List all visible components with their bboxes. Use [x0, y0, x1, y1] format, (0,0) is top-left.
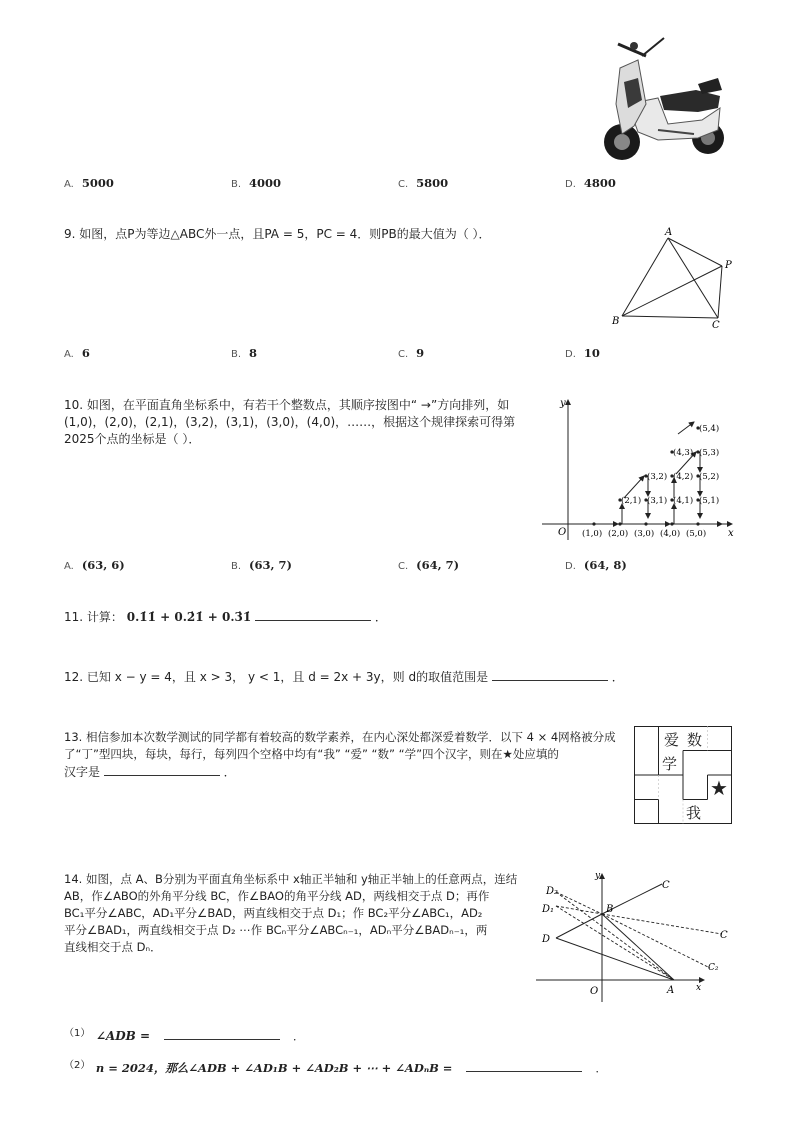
sub1-number: （1） [64, 1028, 91, 1039]
q14-sub2-blank[interactable] [466, 1059, 582, 1072]
line-ad [556, 938, 674, 980]
q14-line3: BC₁平分∠ABC，AD₁平分∠BAD，两直线相交于点 D₁；作 BC₂平分∠ABC₁，AD₂ [64, 906, 483, 920]
label-y: y [595, 871, 601, 881]
option-letter: A. [64, 179, 74, 190]
q8-option-a[interactable] [64, 176, 114, 190]
q12-answer-blank[interactable] [492, 668, 608, 681]
q11-answer-blank[interactable] [255, 608, 371, 621]
star-icon: ★ [710, 776, 728, 800]
label-a: A [667, 985, 675, 996]
q9-triangle-figure [606, 222, 746, 334]
cell-wo: 我 [686, 804, 702, 822]
lattice-point-label: (3,2) [647, 472, 668, 482]
edge-bc [622, 316, 718, 318]
label-c2: C₂ [708, 963, 719, 973]
label-c: C [662, 880, 670, 891]
q13-grid-figure [634, 726, 732, 824]
q10-option-b[interactable] [231, 558, 292, 572]
sub2-number: （2） [64, 1060, 91, 1071]
lattice-point-label: (4,0) [660, 529, 681, 539]
q14-bisector-figure [534, 866, 734, 1006]
q9-option-b[interactable] [231, 346, 257, 360]
option-value: 8 [249, 346, 258, 360]
q11-expression: 0.1̇1̇ + 0.2̇1̇ + 0.3̇1̇ [126, 610, 252, 624]
q12-suffix: ． [611, 670, 624, 684]
edge-ac [668, 238, 718, 318]
q14-sub1 [64, 1024, 304, 1044]
option-value: 4000 [249, 176, 282, 190]
q10-line1: 10. 如图，在平面直角坐标系中，有若干个整数点，其顺序按图中“ →”方向排列，如 [64, 398, 510, 412]
q8-option-d[interactable] [565, 176, 616, 190]
lattice-point [696, 522, 699, 525]
option-value: 5000 [81, 176, 114, 190]
q11-suffix: ． [374, 610, 387, 624]
q13-line1: 13. 相信参加本次数学测试的同学都有着较高的数学素养，在内心深处都深爱着数学．以下 4 × 4网格被分成 [64, 730, 616, 744]
label-c1: C [720, 930, 728, 941]
sub1-expression: ∠ADB = [95, 1029, 151, 1043]
q8-option-b[interactable] [231, 176, 281, 190]
q11 [64, 608, 387, 626]
lattice-point-label: (4,3) [673, 448, 694, 458]
option-letter: B. [231, 179, 242, 190]
q10-line2: (1,0)，(2,0)，(2,1)，(3,2)，(3,1)，(3,0)，(4,0)，……，根据这个规律探索可得第 [64, 415, 516, 429]
cell-shu: 数 [687, 731, 703, 749]
option-letter: D. [565, 179, 576, 190]
edge-pa [668, 238, 722, 266]
option-value: 9 [416, 346, 425, 360]
label-c: C [712, 320, 720, 331]
q10-line3: 2025个点的坐标是（ ）． [64, 432, 201, 446]
line-ad1 [556, 906, 674, 980]
lattice-point-label: (3,1) [647, 496, 668, 506]
q10-option-a[interactable] [64, 558, 125, 572]
option-letter: D. [565, 561, 576, 572]
q12 [64, 668, 624, 686]
lattice-point-label: (5,2) [699, 472, 720, 482]
label-o: O [590, 986, 599, 997]
option-letter: D. [565, 349, 576, 360]
lattice-point-label: (5,1) [699, 496, 720, 506]
option-value: 4800 [583, 176, 616, 190]
label-d: D [542, 934, 551, 945]
q9-option-c[interactable] [398, 346, 424, 360]
label-d1: D₁ [542, 904, 555, 915]
lattice-point-label: (3,0) [634, 529, 655, 539]
sub1-suffix: ． [293, 1030, 305, 1043]
x-label: x [728, 528, 734, 539]
q9-option-d[interactable] [565, 346, 600, 360]
q11-prefix: 11. 计算： [64, 610, 123, 624]
q13-line3: 汉字是 [64, 765, 101, 779]
q10-option-c[interactable] [398, 558, 459, 572]
lattice-point-label: (5,4) [699, 424, 720, 434]
q12-text: 12. 已知 x − y = 4，且 x > 3， y < 1，且 d = 2x + 3y，则 d的取值范围是 [64, 670, 489, 684]
option-value: 5800 [416, 176, 449, 190]
q13-suffix: ． [223, 765, 236, 779]
y-label: y [560, 398, 566, 409]
q9-option-a[interactable] [64, 346, 90, 360]
origin-label: O [558, 527, 567, 538]
q14-line4: 平分∠BAD₁，两直线相交于点 D₂ ⋯作 BCₙ平分∠ABCₙ₋₁，ADₙ平分∠BADₙ₋₁，两 [64, 923, 488, 937]
lattice-point-label: (5,0) [686, 529, 707, 539]
option-value: 6 [81, 346, 90, 360]
label-x: x [696, 983, 702, 993]
q13-answer-blank[interactable] [104, 763, 220, 776]
label-b: B [612, 316, 620, 327]
cell-ai: 爱 [664, 731, 680, 749]
q9-text: 9. 如图，点P为等边△ABC外一点，且PA = 5，PC = 4．则PB的最大值为（ ）． [64, 227, 491, 241]
edge-pc [718, 266, 722, 318]
lattice-point [618, 522, 621, 525]
cell-xue: 学 [662, 755, 678, 773]
lattice-point-label: (4,2) [673, 472, 694, 482]
sub2-expression: n = 2024，那么∠ADB + ∠AD₁B + ∠AD₂B + ⋯ + ∠ADₙB = [95, 1061, 453, 1075]
q14-line1: 14. 如图，点 A、B分别为平面直角坐标系中 x轴正半轴和 y轴正半轴上的任意两点，连结 [64, 872, 518, 886]
option-letter: A. [64, 349, 74, 360]
option-letter: C. [398, 561, 409, 572]
q13-line2: 了“丁”型四块，每块，每行，每列四个空格中均有“我” “爱” “数” “学”四个汉字，则在★处应填的 [64, 747, 559, 761]
label-b: B [606, 904, 614, 915]
lattice-point-label: (2,0) [608, 529, 629, 539]
q10-lattice-figure [538, 394, 738, 544]
option-value: (63, 7) [249, 558, 292, 572]
lattice-point-label: (4,1) [673, 496, 694, 506]
option-value: (63, 6) [81, 558, 125, 572]
option-letter: C. [398, 349, 409, 360]
scooter-image [598, 34, 730, 162]
q14-line2: AB，作∠ABO的外角平分线 BC，作∠BAO的角平分线 AD，两线相交于点 D；再作 [64, 889, 490, 903]
option-value: (64, 7) [416, 558, 460, 572]
lattice-points [582, 423, 719, 539]
q13-line3-wrap [64, 763, 236, 781]
option-letter: A. [64, 561, 74, 572]
lattice-point [644, 522, 647, 525]
label-d2: D₂ [546, 886, 559, 897]
lattice-point [670, 522, 673, 525]
option-letter: C. [398, 179, 409, 190]
label-p: P [725, 260, 732, 271]
option-value: (64, 8) [583, 558, 627, 572]
lattice-point-label: (5,3) [699, 448, 720, 458]
label-a: A [665, 227, 673, 238]
lattice-point [592, 522, 595, 525]
lattice-point-label: (2,1) [621, 496, 642, 506]
q14-sub2 [64, 1056, 606, 1076]
option-value: 10 [583, 346, 600, 360]
q14-line5: 直线相交于点 Dₙ． [64, 940, 162, 954]
q14-sub1-blank[interactable] [164, 1027, 280, 1040]
sub2-suffix: ． [595, 1062, 607, 1075]
q10-option-d[interactable] [565, 558, 627, 572]
q8-option-c[interactable] [398, 176, 448, 190]
lattice-point-label: (1,0) [582, 529, 603, 539]
option-letter: B. [231, 561, 242, 572]
option-letter: B. [231, 349, 242, 360]
line-ad2 [556, 892, 674, 980]
